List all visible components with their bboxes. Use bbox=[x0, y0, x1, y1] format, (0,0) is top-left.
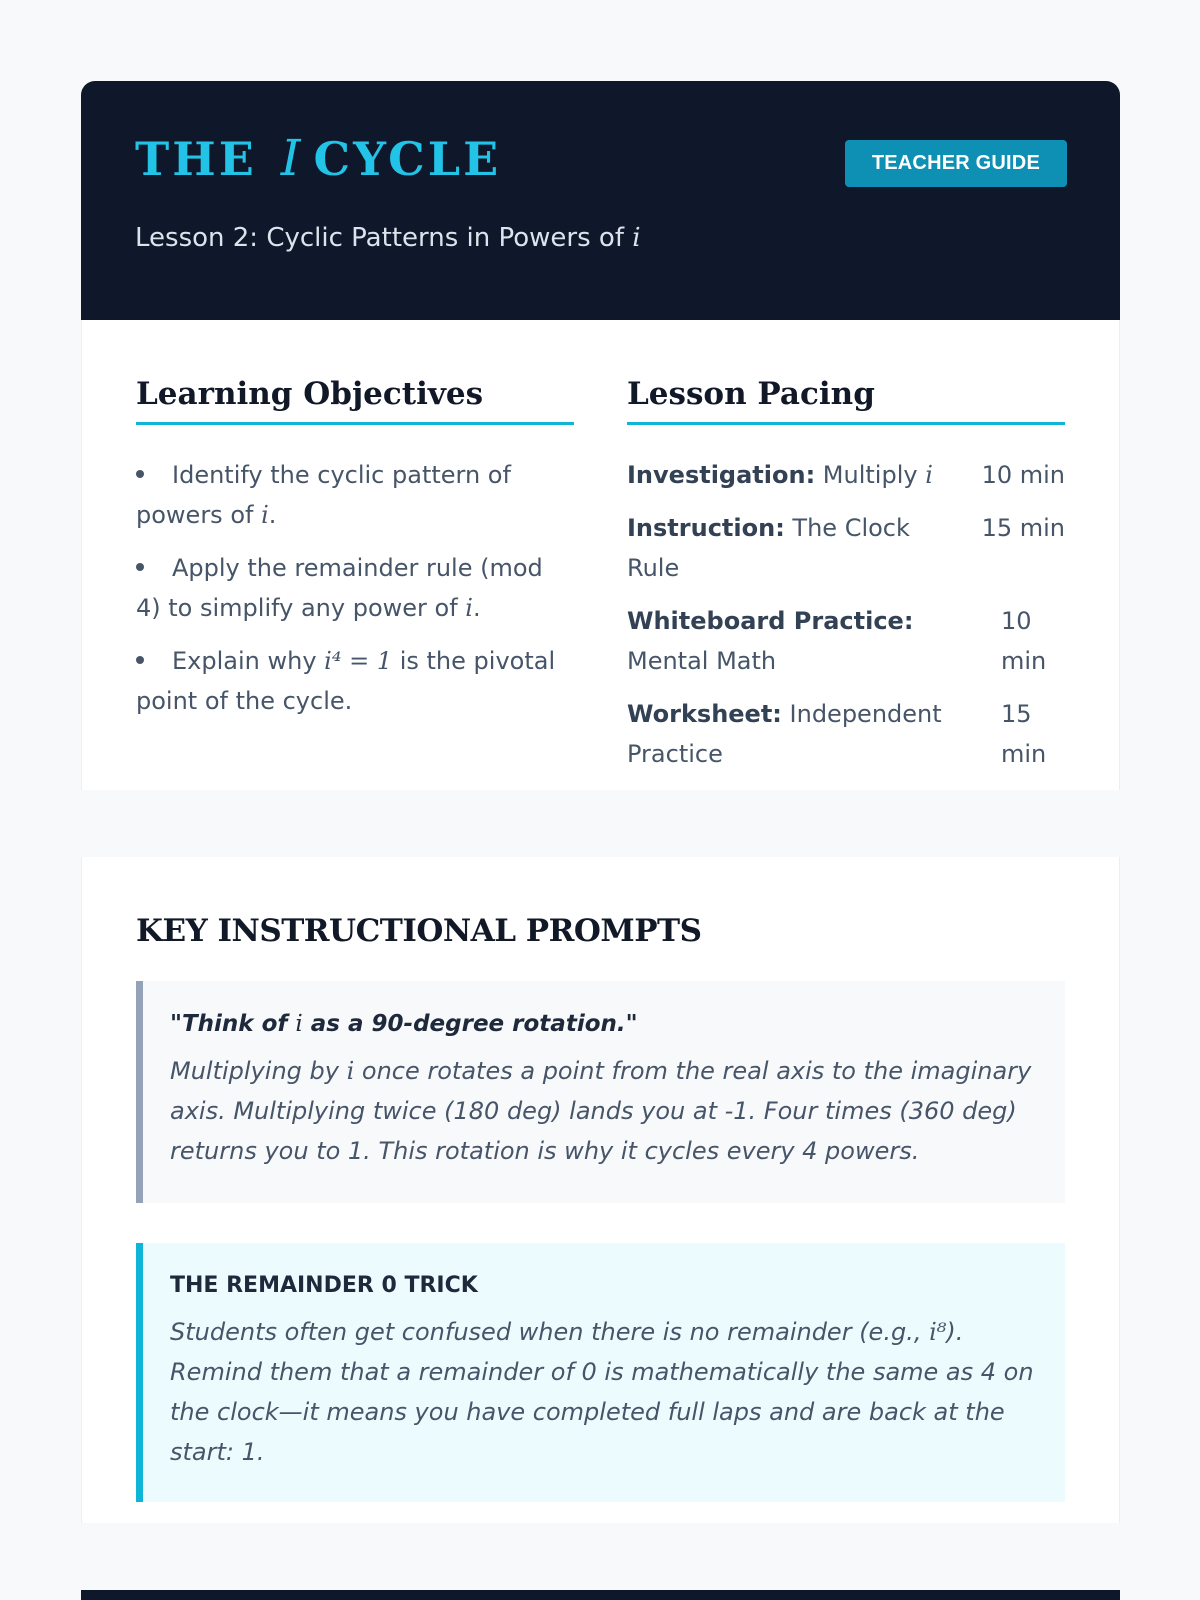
objective-item bbox=[136, 548, 574, 628]
prompts-heading: KEY INSTRUCTIONAL PROMPTS bbox=[136, 913, 702, 949]
objective-item bbox=[136, 455, 574, 535]
pacing-time: 10 min bbox=[981, 461, 1065, 489]
pacing-time: 15 min bbox=[981, 514, 1065, 542]
pacing-activity bbox=[627, 508, 962, 588]
quote-body-text: Multiplying by bbox=[170, 1057, 347, 1085]
objective-punct: . bbox=[472, 594, 481, 622]
objectives-heading: Learning Objectives bbox=[136, 376, 574, 425]
pacing-row bbox=[627, 508, 1065, 588]
remainder-tip-title: THE REMAINDER 0 TRICK bbox=[170, 1273, 478, 1298]
pacing-activity bbox=[627, 694, 962, 774]
remainder-tip-box bbox=[136, 1243, 1065, 1502]
pacing-activity bbox=[627, 601, 962, 681]
lesson-subtitle bbox=[135, 223, 1066, 253]
rotation-prompt-box bbox=[136, 981, 1065, 1203]
objective-math: i bbox=[261, 501, 269, 529]
rotation-prompt-title bbox=[170, 1011, 1035, 1037]
title-word-the: THE bbox=[135, 132, 257, 186]
pacing-desc: Mental Math bbox=[627, 647, 777, 675]
pacing-label: Instruction: bbox=[627, 514, 785, 542]
objective-math: i bbox=[465, 594, 473, 622]
bullet-icon bbox=[136, 656, 144, 664]
lesson-header bbox=[81, 81, 1120, 320]
objectives-column bbox=[136, 376, 574, 790]
teacher-guide-badge: TEACHER GUIDE bbox=[845, 140, 1067, 187]
objective-text: Identify the cyclic pattern of powers of bbox=[136, 461, 511, 529]
objective-text: Explain why bbox=[172, 647, 325, 675]
bullet-icon bbox=[136, 470, 144, 478]
pacing-label: Investigation: bbox=[627, 461, 816, 489]
pacing-math: i bbox=[925, 461, 933, 489]
title-word-cycle: CYCLE bbox=[313, 132, 502, 186]
subtitle-text: Lesson 2: Cyclic Patterns in Powers of bbox=[135, 223, 633, 253]
bullet-icon bbox=[136, 563, 144, 571]
quote-body-math: i bbox=[346, 1057, 355, 1085]
pacing-desc: The Clock Rule bbox=[627, 514, 910, 582]
prompts-card bbox=[81, 857, 1120, 1523]
tip-body-text-end: ). Remind them that a remainder of 0 is mathematically the same as 4 on the clock—it means you have completed full laps and are back at the start: 1. bbox=[170, 1318, 1034, 1466]
pacing-label: Worksheet: bbox=[627, 700, 782, 728]
objective-item bbox=[136, 641, 574, 721]
rotation-prompt-body bbox=[170, 1051, 1035, 1171]
overview-card bbox=[81, 320, 1120, 790]
pacing-desc: Independent Practice bbox=[627, 700, 942, 768]
next-section-strip bbox=[81, 1590, 1120, 1600]
pacing-label: Whiteboard Practice: bbox=[627, 607, 914, 635]
objective-punct: . bbox=[268, 501, 277, 529]
objective-text: Apply the remainder rule (mod 4) to simplify any power of bbox=[136, 554, 543, 622]
pacing-time: 15 min bbox=[1001, 700, 1047, 768]
tip-body-text: Students often get confused when there is no remainder (e.g., bbox=[170, 1318, 930, 1346]
pacing-desc: Multiply bbox=[815, 461, 926, 489]
quote-title-text-end: as a 90-degree rotation." bbox=[302, 1011, 638, 1037]
pacing-time: 10 min bbox=[1001, 607, 1047, 675]
pacing-row bbox=[627, 601, 1065, 681]
pacing-heading: Lesson Pacing bbox=[627, 376, 1065, 425]
quote-body-text-end: once rotates a point from the real axis to the imaginary axis. Multiplying twice (180 deg) lands you at -1. Four times (360 deg) returns you to 1. This rotation is why it cycles every 4 powers. bbox=[170, 1057, 1032, 1165]
subtitle-math-i: i bbox=[632, 223, 641, 253]
pacing-activity bbox=[627, 455, 962, 495]
pacing-column bbox=[627, 376, 1065, 790]
quote-title-math: i bbox=[295, 1011, 303, 1037]
pacing-row bbox=[627, 694, 1065, 774]
objectives-list bbox=[136, 455, 574, 721]
tip-body-math: i⁸ bbox=[929, 1318, 947, 1346]
quote-title-text: "Think of bbox=[170, 1011, 296, 1037]
objective-math: i⁴ = 1 bbox=[324, 647, 393, 675]
pacing-row bbox=[627, 455, 1065, 495]
title-math-i: I bbox=[280, 129, 304, 187]
remainder-tip-body bbox=[170, 1312, 1035, 1472]
objective-punct: is the pivotal point of the cycle. bbox=[136, 647, 556, 715]
